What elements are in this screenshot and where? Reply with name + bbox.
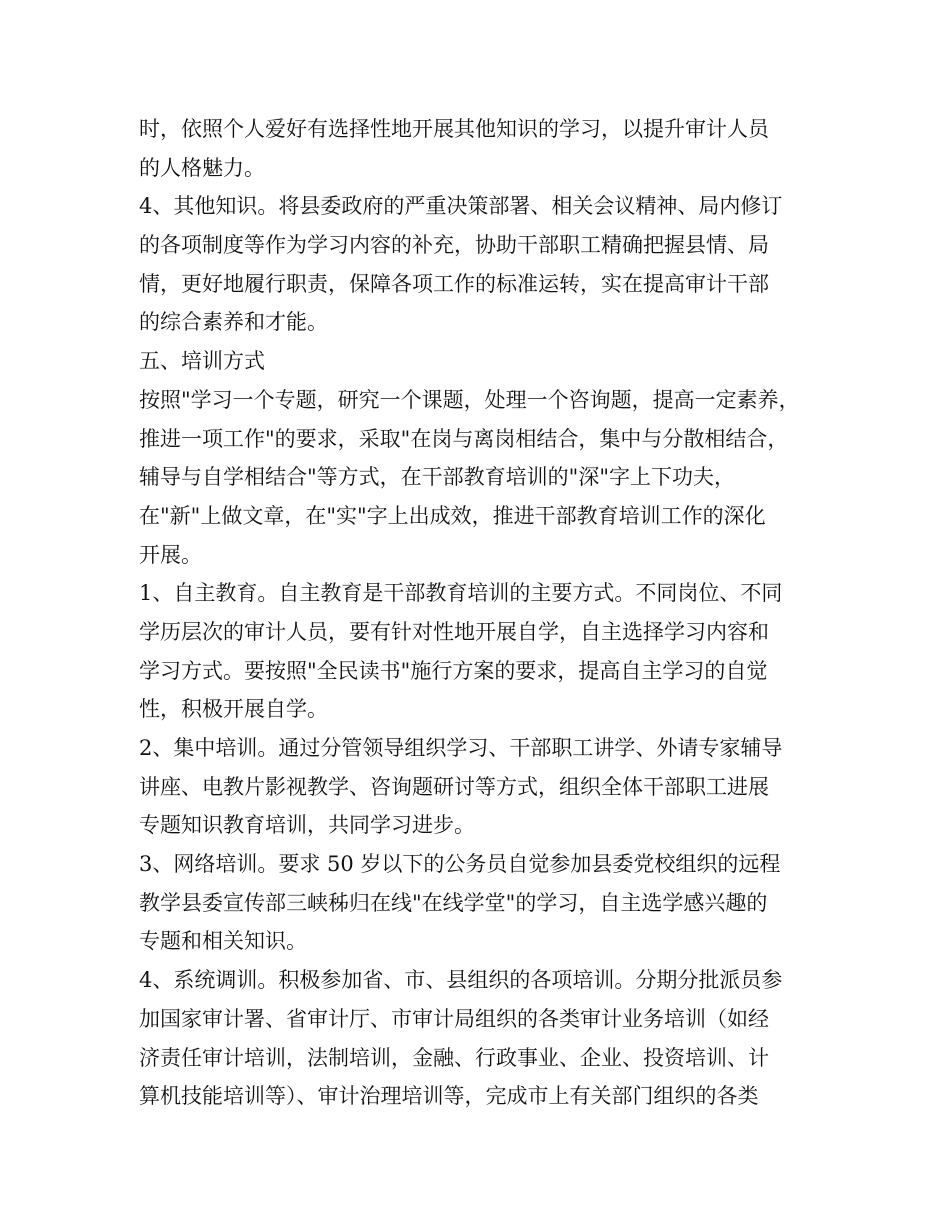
text-line: 情，更好地履行职责，保障各项工作的标准运转，实在提高审计干部: [139, 271, 769, 296]
text-line: 学历层次的审计人员，要有针对性地开展自学，自主选择学习内容和: [139, 619, 769, 644]
text-line: 2、集中培训。通过分管领导组织学习、干部职工讲学、外请专家辅导: [139, 736, 783, 760]
text-line: 的综合素养和才能。: [139, 310, 328, 335]
text-line: 时，依照个人爱好有选择性地开展其他知识的学习，以提升审计人员: [139, 117, 769, 141]
section-heading: 五、培训方式: [139, 349, 265, 374]
text-line: 的人格魅力。: [139, 155, 265, 180]
text-line: 学习方式。要按照"全民读书"施行方案的要求，提高自主学习的自觉: [139, 658, 768, 683]
text-line: 教学县委宣传部三峡秭归在线"在线学堂"的学习，自主选学感兴趣的: [139, 890, 768, 915]
document-body: [139, 110, 829, 1116]
text-line: 加国家审计署、省审计厅、市审计局组织的各类审计业务培训（如经: [139, 1006, 769, 1031]
text-line: 讲座、电教片影视教学、咨询题研讨等方式，组织全体干部职工进展: [139, 774, 769, 799]
text-line: 在"新"上做文章，在"实"字上出成效，推进干部教育培训工作的深化: [139, 503, 766, 528]
text-line: 专题和相关知识。: [139, 929, 307, 954]
text-line: 开展。: [139, 542, 202, 567]
text-line: 济责任审计培训，法制培训，金融、行政事业、企业、投资培训、计: [139, 1045, 769, 1070]
text-line: 按照"学习一个专题，研究一个课题，处理一个咨询题，提高一定素养，: [139, 387, 800, 412]
text-line: 的各项制度等作为学习内容的补充，协助干部职工精确把握县情、局: [139, 233, 769, 258]
text-line: 4、系统调训。积极参加省、市、县组织的各项培训。分期分批派员参: [139, 968, 783, 993]
text-line: 辅导与自学相结合"等方式，在干部教育培训的"深"字上下功夫，: [139, 465, 735, 490]
text-line: 专题知识教育培训，共同学习进步。: [139, 813, 475, 838]
text-line: 1、自主教育。自主教育是干部教育培训的主要方式。不同岗位、不同: [139, 581, 783, 606]
text-line: 算机技能培训等）、审计治理培训等，完成市上有关部门组织的各类: [139, 1084, 759, 1109]
text-line: 3、网络培训。要求 50 岁以下的公务员自觉参加县委党校组织的远程: [139, 852, 781, 877]
text-line: 4、其他知识。将县委政府的严重决策部署、相关会议精神、局内修订: [139, 194, 783, 219]
text-line: 性，积极开展自学。: [139, 697, 328, 722]
text-line: 推进一项工作"的要求，采取"在岗与离岗相结合，集中与分散相结合，: [139, 426, 789, 451]
